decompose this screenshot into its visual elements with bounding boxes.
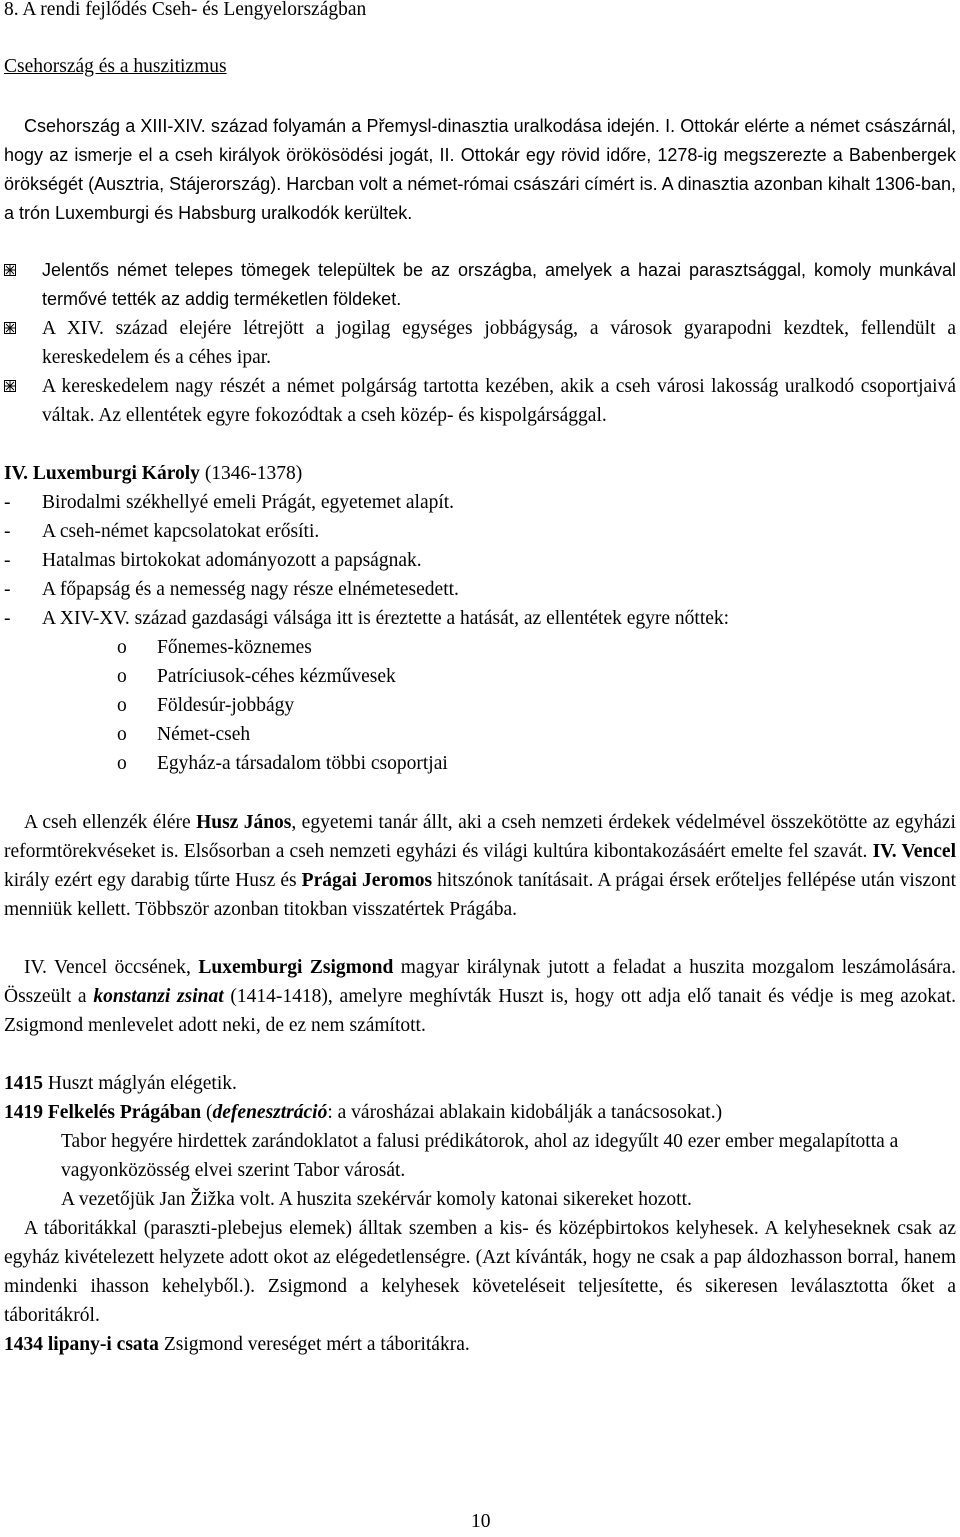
emphasis: defenesztráció (212, 1102, 328, 1123)
dash-marker: - (4, 492, 11, 513)
sub-text: Főnemes-köznemes (157, 637, 312, 658)
ruler-heading (4, 459, 956, 488)
sub-text: Patríciusok-céhes kézművesek (157, 666, 396, 687)
ruler-name: IV. Luxemburgi Károly (4, 463, 200, 484)
event-year: 1415 (4, 1073, 43, 1094)
list-item (4, 488, 956, 517)
text-run: (1414-1418), amelyre meghívták Huszt is, hogy ott adja elő tanait és védje is meg azokat. Zsigmond menlevelet adott neki, de ez nem számított. (4, 986, 956, 1036)
event-text: Huszt máglyán elégetik. (43, 1073, 237, 1094)
sub-marker: o (117, 695, 127, 716)
list-item (4, 372, 956, 430)
list-item (117, 662, 396, 691)
tabor-paragraph: Tabor hegyére hirdettek zarándoklatot a falusi prédikátorok, ahol az idegyűlt 40 ezer ember megalapította a vagyonközösség elvei szerint Tabor városát. (61, 1131, 899, 1181)
page-number: 10 (471, 1511, 491, 1532)
dash-text: A cseh-német kapcsolatokat erősíti. (42, 521, 320, 542)
ruler-years: (1346-1378) (204, 463, 303, 484)
list-item (117, 691, 294, 720)
bullet-icon (4, 264, 16, 276)
husz-paragraph (4, 808, 956, 924)
list-item (117, 720, 250, 749)
text-run: , egyetemi tanár állt, aki a cseh nemzeti érdekek védelmével összekötötte az egyházi reformtörekvéseket is. Elsősorban a cseh nemzeti egyházi és világi kultúra kibontakozásáért emelte fel szavát. (4, 812, 956, 862)
bullet-icon (4, 322, 16, 334)
emphasis: Husz János (196, 812, 292, 833)
list-item (117, 749, 448, 778)
list-item (4, 604, 956, 633)
section-subtitle: Csehország és a huszitizmus (4, 56, 227, 77)
dash-text: A főpapság és a nemesség nagy része elnémetesedett. (42, 579, 459, 600)
text-run: A cseh ellenzék élére (24, 812, 197, 833)
sub-text: Német-cseh (157, 724, 251, 745)
event-1434 (4, 1330, 470, 1359)
event-text: ( (201, 1102, 213, 1123)
intro-paragraph: Csehország a XIII-XIV. század folyamán a Přemysl-dinasztia uralkodása idején. I. Ottokár elérte a német császárnál, hogy az ismerje el a cseh királyok örökösödési jogát, II. Ottokár egy rövid időre, 1278-ig megszerezte a Babenbergek örökségét (Ausztria, Stájerország). Harcban volt a német-római császári címért is. A dinasztia azonban kihalt 1306-ban, a trón Luxemburgi és Habsburg uralkodók kerültek. (4, 116, 956, 223)
list-item (4, 314, 956, 372)
event-1419 (4, 1098, 722, 1127)
emphasis: Prágai Jeromos (301, 870, 433, 891)
list-item (4, 546, 956, 575)
bullet-text: A kereskedelem nagy részét a német polgárság tartotta kezében, akik a cseh városi lakosság uralkodó csoportjaivá váltak. Az ellentétek egyre fokozódtak a cseh közép- és kispolgársággal. (42, 376, 956, 426)
event-1415 (4, 1069, 237, 1098)
dash-text: A XIV-XV. század gazdasági válsága itt is éreztette a hatását, az ellentétek egyre nőttek: (42, 608, 730, 629)
dash-text: Birodalmi székhellyé emeli Prágát, egyetemet alapít. (42, 492, 455, 513)
dash-marker: - (4, 550, 11, 571)
event-text: Zsigmond vereséget mért a táboritákra. (158, 1334, 470, 1355)
emphasis: konstanzi zsinat (93, 986, 224, 1007)
taborite-paragraph: A táboritákkal (paraszti-plebejus elemek) álltak szemben a kis- és középbirtokos kelyhesek. A kelyheseknek csak az egyház kivételezett helyzete adott okot az elégedetlenségre. (Azt kívánták, hogy ne csak a pap áldozhasson borral, hanem mindenki ihasson kehelyből.). Zsigmond a kelyhesek követeléseit teljesítette, és sikeresen leválasztotta őket a táboritákról. (4, 1218, 956, 1326)
zsigmond-paragraph (4, 953, 956, 1040)
dash-marker: - (4, 579, 11, 600)
list-item (4, 256, 956, 314)
text-run: hitszónok tanításait. A prágai érsek erőteljes fellépése után viszont menniük kellett. Többször azonban titokban visszatértek Prágába. (4, 870, 956, 920)
sub-marker: o (117, 724, 127, 745)
emphasis: IV. Vencel (872, 841, 956, 862)
list-item (4, 517, 956, 546)
sub-text: Egyház-a társadalom többi csoportjai (157, 753, 448, 774)
bullet-icon (4, 380, 16, 392)
sub-marker: o (117, 666, 127, 687)
bullet-text: A XIV. század elejére létrejött a jogilag egységes jobbágyság, a városok gyarapodni kezdtek, fellendült a kereskedelem és a céhes ipar. (42, 318, 956, 368)
event-year: 1419 Felkelés Prágában (4, 1102, 202, 1123)
bullet-text: Jelentős német telepes tömegek települtek be az országba, amelyek a hazai parasztsággal, komoly munkával termővé tették az addig terméketlen földeket. (42, 260, 956, 309)
zizka-line: A vezetőjük Jan Žižka volt. A huszita szekérvár komoly katonai sikereket hozott. (61, 1189, 692, 1210)
dash-marker: - (4, 608, 11, 629)
list-item (117, 633, 312, 662)
sub-marker: o (117, 637, 127, 658)
text-run: magyar királynak jutott a feladat a huszita mozgalom leszámolására. Összeült a (4, 957, 956, 1007)
section-title: 8. A rendi fejlődés Cseh- és Lengyelországban (4, 0, 367, 20)
dash-text: Hatalmas birtokokat adományozott a papságnak. (42, 550, 422, 571)
list-item (4, 575, 956, 604)
text-run: IV. Vencel öccsének, (24, 957, 199, 978)
dash-marker: - (4, 521, 11, 542)
sub-text: Földesúr-jobbágy (157, 695, 295, 716)
emphasis: Luxemburgi Zsigmond (198, 957, 394, 978)
event-year: 1434 lipany-i csata (4, 1334, 159, 1355)
sub-marker: o (117, 753, 127, 774)
event-text: : a városházai ablakain kidobálják a tanácsosokat.) (327, 1102, 723, 1123)
text-run: király ezért egy darabig tűrte Husz és (4, 870, 302, 891)
